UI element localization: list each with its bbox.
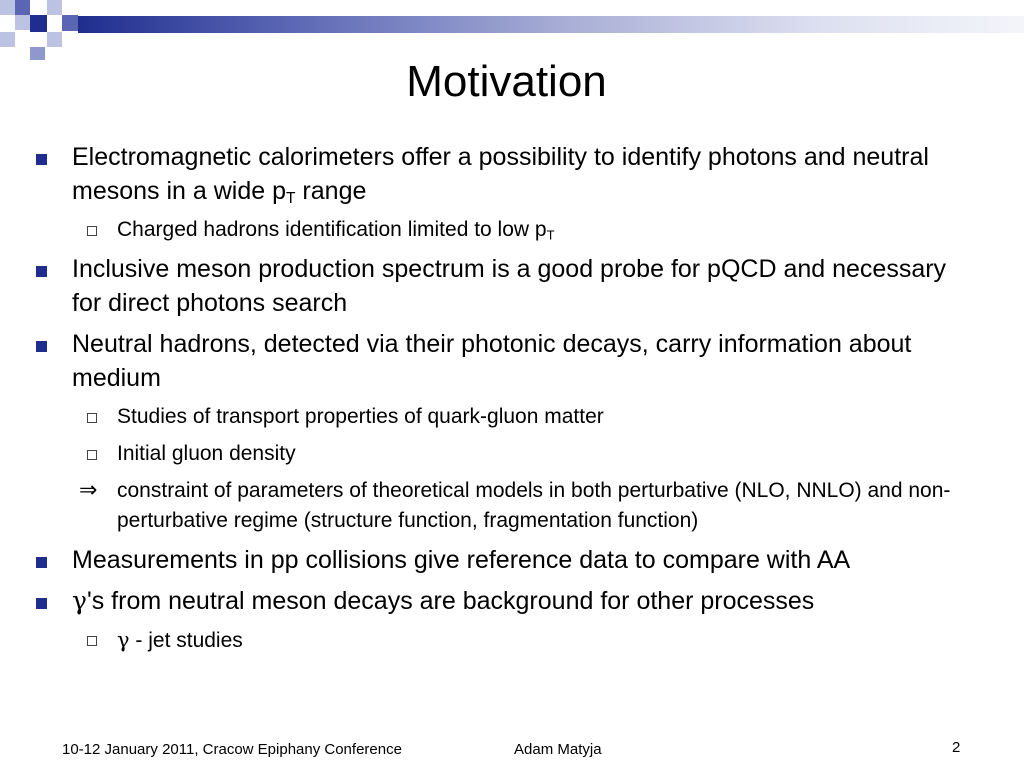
gamma-symbol: γ: [117, 628, 130, 652]
bullet-item: [34, 327, 964, 395]
corner-square: [0, 0, 15, 15]
bullet-text: Measurements in pp collisions give reference data to compare with AA: [72, 546, 851, 574]
footer-conference: 10-12 January 2011, Cracow Epiphany Conference: [62, 741, 402, 758]
bullet-text: Studies of transport properties of quark-gluon matter: [117, 405, 604, 428]
square-bullet-icon: [36, 341, 47, 352]
bullet-text: Neutral hadrons, detected via their photonic decays, carry information about medium: [72, 330, 912, 392]
bullet-text: 's from neutral meson decays are background for other processes: [86, 587, 815, 615]
bullet-item: [34, 252, 964, 320]
hollow-square-bullet-icon: [87, 413, 97, 423]
header-gradient-bar: [78, 16, 1024, 33]
bullet-text: Charged hadrons identification limited to low p: [117, 218, 547, 241]
sub-bullet-item: [34, 476, 964, 536]
slide-title: Motivation: [406, 57, 607, 106]
square-bullet-icon: [36, 598, 47, 609]
bullet-text: Electromagnetic calorimeters offer a possibility to identify photons and neutral mesons in a wide p: [72, 143, 929, 205]
bullet-text: Initial gluon density: [117, 442, 296, 465]
sub-bullet-item: [34, 439, 964, 469]
square-bullet-icon: [36, 266, 47, 277]
gamma-symbol: γ: [72, 586, 87, 615]
subscript: T: [286, 189, 296, 207]
corner-square: [47, 32, 62, 47]
corner-square: [30, 15, 47, 32]
sub-bullet-item: [34, 402, 964, 432]
bullet-text-tail: range: [295, 177, 367, 205]
hollow-square-bullet-icon: [87, 636, 97, 646]
bullet-text: constraint of parameters of theoretical models in both perturbative (NLO, NNLO) and non-perturbative regime (structure function, fragmentation function): [117, 479, 951, 532]
corner-square: [15, 15, 30, 30]
implies-arrow-icon: ⇒: [79, 478, 98, 503]
corner-square: [0, 32, 15, 47]
sub-bullet-item: [34, 215, 964, 245]
bullet-item: [34, 543, 964, 577]
bullet-item: [34, 584, 964, 618]
square-bullet-icon: [36, 154, 47, 165]
hollow-square-bullet-icon: [87, 450, 97, 460]
square-bullet-icon: [36, 557, 47, 568]
corner-square: [62, 15, 78, 31]
bullet-item: [34, 140, 964, 208]
corner-square: [47, 0, 62, 15]
footer-author: Adam Matyja: [514, 741, 602, 758]
corner-square: [15, 0, 30, 15]
sub-bullet-item: [34, 625, 964, 656]
hollow-square-bullet-icon: [87, 226, 97, 236]
page-number: 2: [952, 739, 961, 756]
bullet-text: - jet studies: [129, 629, 243, 652]
bullet-list: [34, 140, 964, 663]
bullet-text: Inclusive meson production spectrum is a good probe for pQCD and necessary for direct photons search: [72, 255, 947, 317]
subscript: T: [546, 227, 555, 243]
